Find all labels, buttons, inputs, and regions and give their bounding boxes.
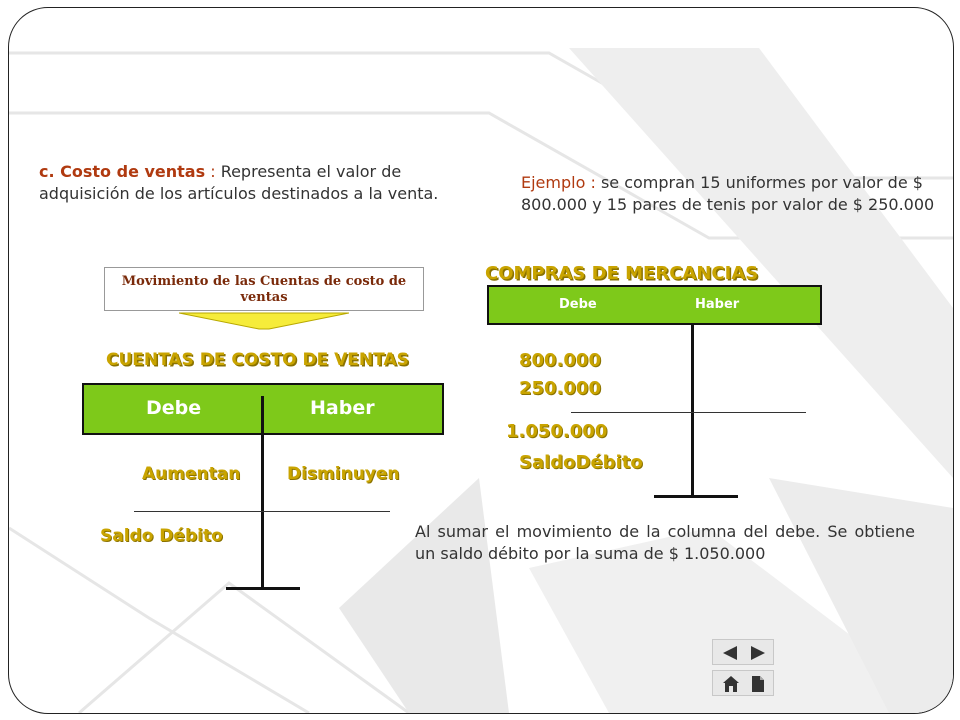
right-haber-label: Haber bbox=[695, 297, 740, 312]
left-sum-line bbox=[134, 511, 390, 512]
intro-separator: : bbox=[205, 162, 221, 181]
left-aumentan: Aumentan bbox=[142, 464, 241, 484]
left-t-vertical-line bbox=[261, 396, 264, 589]
right-debe-label: Debe bbox=[559, 297, 597, 312]
page-icon[interactable] bbox=[750, 675, 766, 693]
conclusion-paragraph: Al sumar el movimiento de la columna del debe. Se obtiene un saldo débito por la suma de $ 1.050.000 bbox=[415, 522, 915, 563]
example-paragraph bbox=[521, 172, 936, 216]
movement-callout bbox=[104, 267, 424, 311]
left-haber-label: Haber bbox=[310, 397, 375, 419]
left-account-title: CUENTAS DE COSTO DE VENTAS bbox=[106, 350, 409, 370]
left-saldo-debito: Saldo Débito bbox=[100, 526, 223, 546]
left-t-base-line bbox=[226, 587, 300, 590]
intro-definition: Representa el valor de adquisición de los artículos destinados a la venta. bbox=[39, 162, 439, 203]
slide-frame bbox=[8, 7, 954, 714]
right-saldo-debito: SaldoDébito bbox=[519, 452, 643, 473]
down-arrow-icon bbox=[179, 311, 349, 331]
right-total: 1.050.000 bbox=[506, 421, 608, 442]
right-t-base-line bbox=[654, 495, 738, 498]
right-account-title: COMPRAS DE MERCANCIAS bbox=[485, 263, 759, 284]
nav-home-page-button-group bbox=[712, 670, 774, 696]
home-icon[interactable] bbox=[722, 675, 740, 693]
right-entry-1: 800.000 bbox=[519, 350, 601, 371]
intro-prefix: c. bbox=[39, 162, 61, 181]
right-sum-line bbox=[571, 412, 806, 413]
nav-arrows-button-group bbox=[712, 639, 774, 665]
example-label: Ejemplo : bbox=[521, 173, 596, 192]
intro-paragraph bbox=[39, 161, 481, 205]
left-disminuyen: Disminuyen bbox=[287, 464, 400, 484]
left-debe-label: Debe bbox=[146, 397, 202, 419]
right-account-header bbox=[487, 285, 822, 325]
intro-term: Costo de ventas bbox=[60, 162, 206, 181]
example-text: se compran 15 uniformes por valor de $ 800.000 y 15 pares de tenis por valor de $ 250.000 bbox=[521, 173, 935, 214]
prev-arrow-icon[interactable] bbox=[721, 644, 739, 662]
next-arrow-icon[interactable] bbox=[749, 644, 767, 662]
callout-text: Movimiento de las Cuentas de costo de ventas bbox=[121, 274, 407, 305]
right-entry-2: 250.000 bbox=[519, 378, 601, 399]
right-t-vertical-line bbox=[691, 323, 694, 498]
